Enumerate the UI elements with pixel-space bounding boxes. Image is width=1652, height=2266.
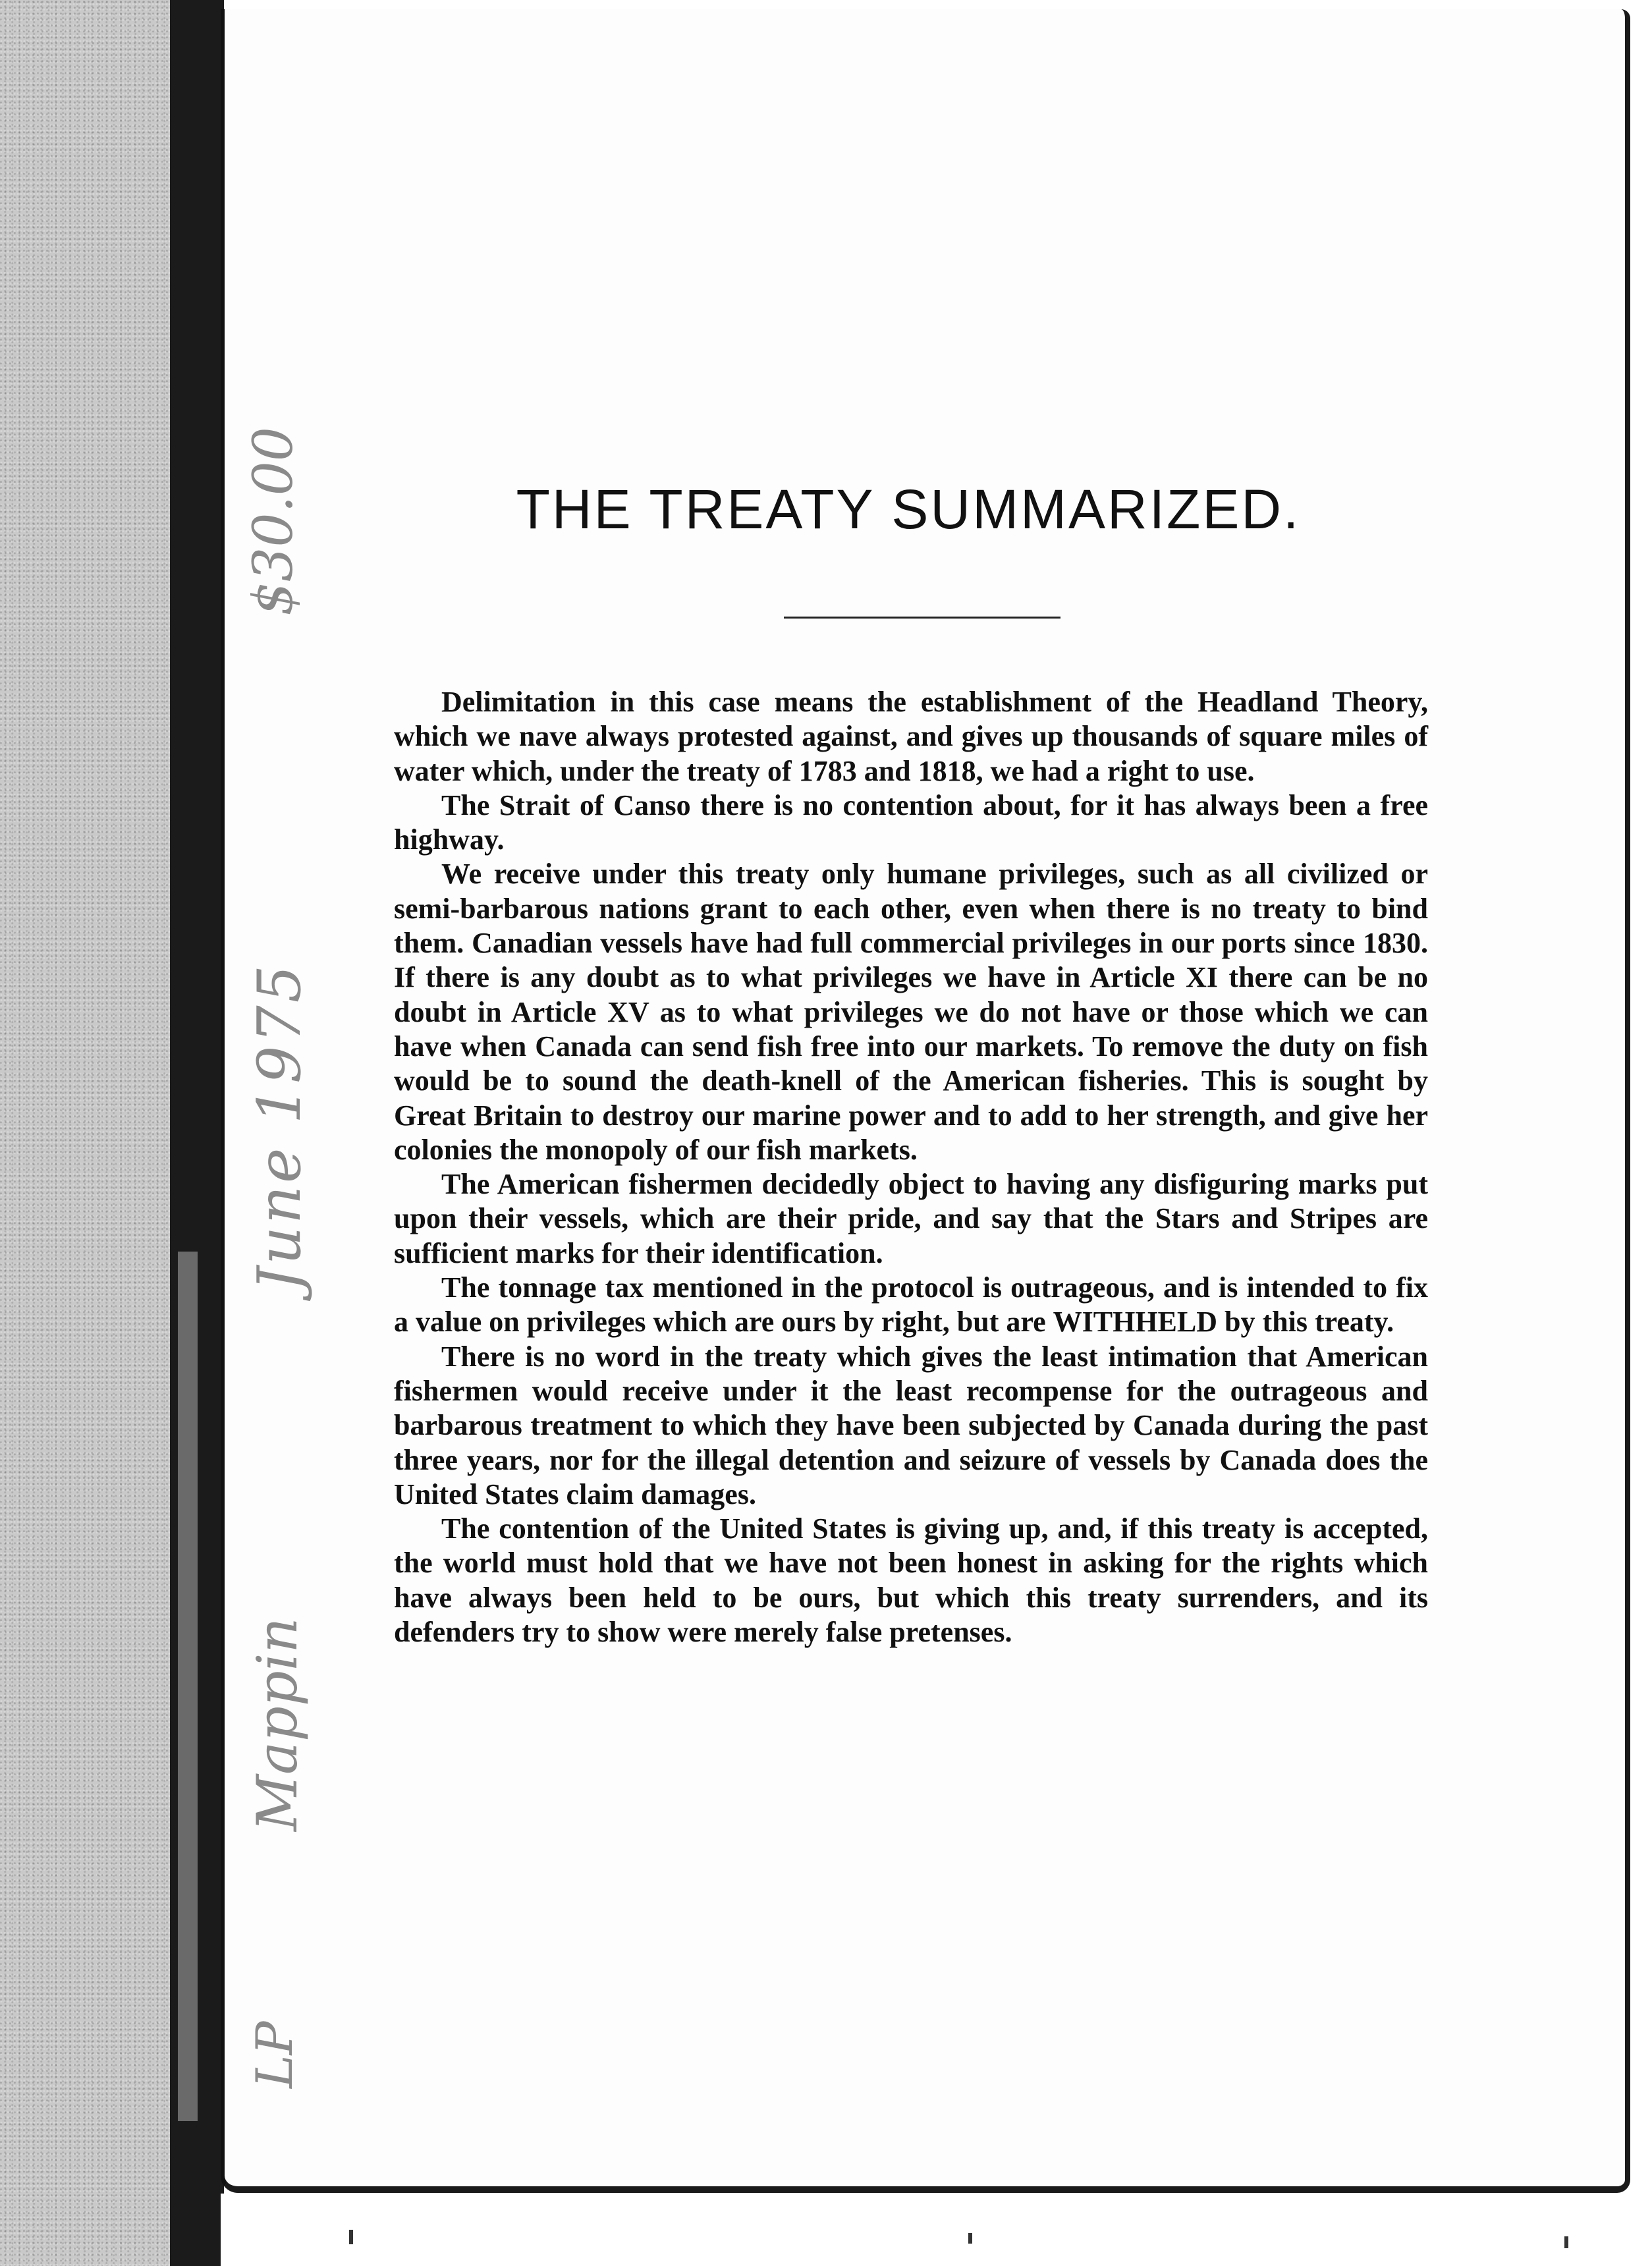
scan-speck [349,2230,353,2244]
handwritten-code: LP [245,2021,304,2088]
page-title: THE TREATY SUMMARIZED. [516,478,1301,540]
paragraph-strait-of-canso: The Strait of Canso there is no contention about, for it has always been a free highway. [394,788,1428,856]
page-margin-right [1632,0,1652,2266]
scan-speck [1564,2236,1568,2248]
title-divider [784,617,1060,619]
paragraph-contention: The contention of the United States is giving up, and, if this treaty is accepted, the world must hold that we have not been honest in asking for the rights which have always been held to be ours, but which this treaty surrenders, and its defenders try to show were merely false pretenses. [394,1512,1428,1649]
tonnage-text-after: by this treaty. [1217,1306,1394,1339]
paragraph-delimitation: Delimitation in this case means the establishment of the Headland Theory, which we nave always protested against, and gives up thousands of square miles of water which, under the treaty of 1783 and 1818, we had a right to use. [394,686,1428,787]
handwritten-price: $30.00 [242,427,305,616]
document-body [394,685,1428,1649]
handwritten-date: June 1975 [245,962,314,1291]
paragraph-vessel-marks: The American fishermen decidedly object to having any disfiguring marks put upon their vessels, which are their pride, and say that the Stars and Stripes are sufficient marks for their identification. [394,1168,1428,1269]
paragraph-tonnage-tax [394,1271,1428,1340]
paragraph-privileges: We receive under this treaty only humane privileges, such as all civilized or semi-barbarous nations grant to each other, even when there is no treaty to bind them. Canadian vessels have had full commercial privileges in our ports since 1830. If there is any doubt as to what privileges we have in Article XI there can be no doubt in Article XV as to what privileges we do not have or those which we can have when Canada can send fish free into our markets. To remove the duty on fish would be to sound the death-knell of the American fisheries. This is sought by Great Britain to destroy our marine power and to add to her strength, and give her colonies the monopoly of our fish markets. [394,858,1428,1166]
withheld-emphasis: WITHHELD [1053,1306,1218,1339]
scan-speck [968,2233,972,2244]
tonnage-text-before: The tonnage tax mentioned in the protocol is outrageous, and is intended to fix a value on privileges which are ours by right, but are [394,1271,1428,1339]
page-margin-bottom [221,2194,1652,2266]
binding-strip [178,1252,198,2121]
handwritten-name: Mappin [245,1617,310,1831]
paragraph-recompense: There is no word in the treaty which gives the least intimation that American fishermen would receive under it the least recompense for the outrageous and barbarous treatment to which they have been subjected by Canada during the past three years, nor for the illegal detention and seizure of vessels by Canada does the United States claim damages. [394,1340,1428,1510]
